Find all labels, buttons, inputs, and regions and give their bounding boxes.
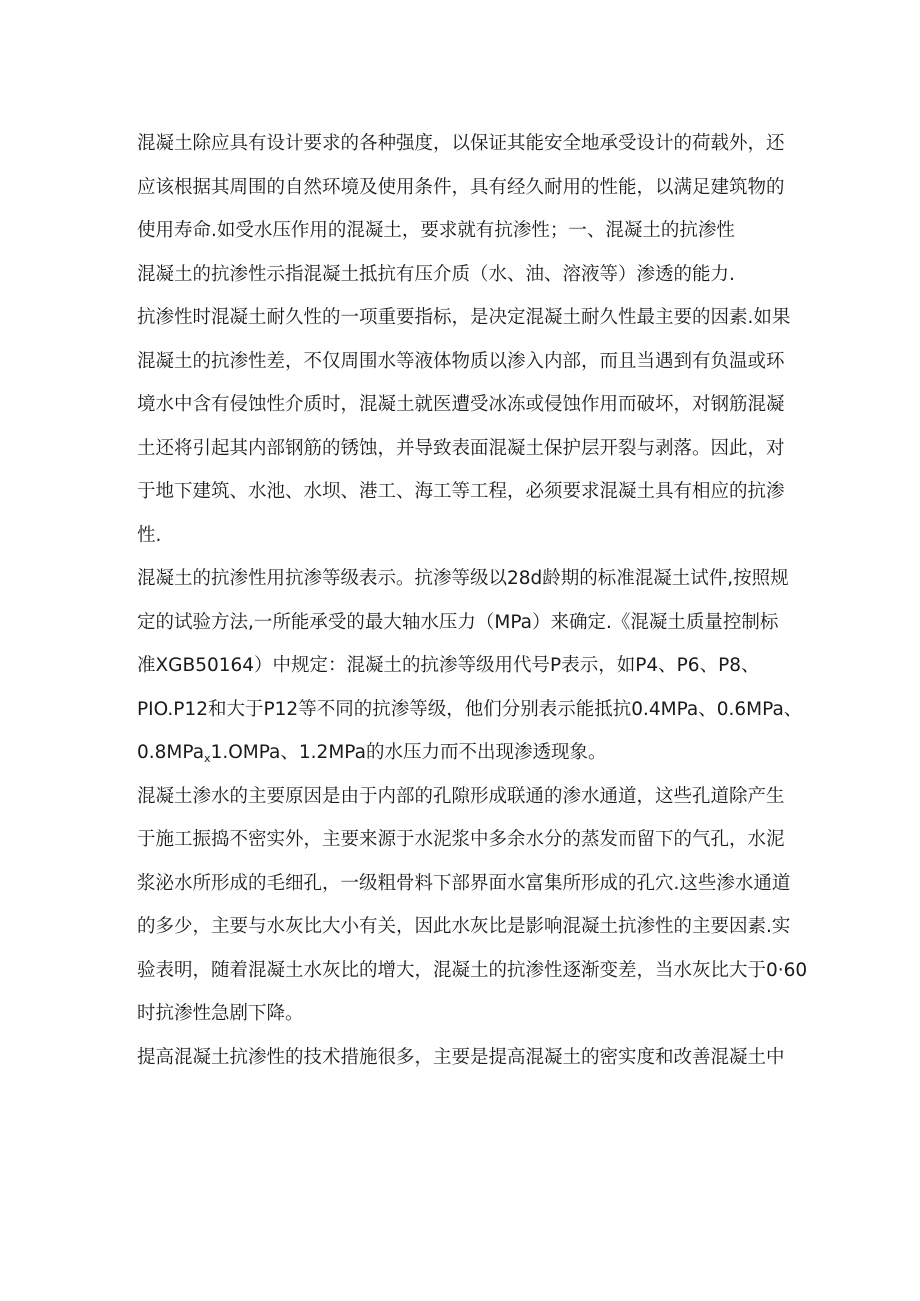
text-line: 于地下建筑、水池、水坝、港工、海工等工程，必须要求混凝土具有相应的抗渗 [137,481,785,502]
text-line: 浆泌水所形成的毛细孔，一级粗骨料下部界面水富集所形成的孔穴.这些渗水通道 [137,872,791,894]
text-line: 验表明，随着混凝土水灰比的增大，混凝土的抗渗性逐渐变差，当水灰比大于0·60 [137,959,808,981]
text-line: 应该根据其周围的自然环境及使用条件，具有经久耐用的性能，以满足建筑物的 [137,176,785,198]
text-line: 使用寿命.如受水压作用的混凝土，要求就有抗渗性；一、混凝土的抗渗性 [137,220,735,241]
text-line: 土还将引起其内部钢筋的锈蚀，并导致表面混凝土保护层开裂与剥落。因此，对 [137,437,785,459]
text-line: 时抗渗性急剧下降。 [137,1003,304,1024]
text-line: 混凝土除应具有设计要求的各种强度，以保证其能安全地承受设计的荷载外，还 [137,133,785,154]
document-body [137,122,808,1079]
text-line: 的多少，主要与水灰比大小有关，因此水灰比是影响混凝土抗渗性的主要因素.实 [137,916,791,937]
text-line: 于施工振捣不密实外，主要来源于水泥浆中多余水分的蒸发而留下的气孔，水泥 [137,829,785,850]
paragraph-durability-intro [137,122,787,253]
text-fragment: 1.OMPa、1.2MPa的水压力而不出现渗透现象。 [210,742,607,763]
text-line-with-subscript [137,731,787,775]
text-line: 准XGB50164）中规定：混凝土的抗渗等级用代号P表示，如P4、P6、P8、 [137,655,760,676]
text-line: 提高混凝土抗渗性的技术措施很多，主要是提高混凝土的密实度和改善混凝土中 [137,1046,785,1068]
text-line: 混凝土的抗渗性差，不仅周围水等液体物质以渗入内部，而且当遇到有负温或环 [137,350,785,372]
text-line: 定的试验方法,一所能承受的最大轴水压力（MPa）来确定.《混凝土质量控制标 [137,611,779,633]
subscript-text: x [204,752,211,765]
text-line: 抗渗性时混凝土耐久性的一项重要指标，是决定混凝土耐久性最主要的因素.如果 [137,307,791,328]
paragraph-seepage-causes [137,775,808,1036]
text-line: 境水中含有侵蚀性介质时，混凝土就医遭受冰冻或侵蚀作用而破坏，对钢筋混凝 [137,394,785,415]
paragraph-impermeability-grades [137,557,803,775]
text-line: 性. [137,524,162,546]
text-line: PIO.P12和大于P12等不同的抗渗等级，他们分别表示能抵抗0.4MPa、0.6MPa、 [137,698,803,720]
text-line: 混凝土的抗渗性用抗渗等级表示。抗渗等级以28d龄期的标准混凝土试件,按照规 [137,568,789,589]
paragraph-impermeability-importance [137,296,791,557]
text-fragment: 0.8MPa [137,742,205,763]
paragraph-impermeability-definition [137,253,787,297]
text-line: 混凝土的抗渗性示指混凝土抵抗有压介质（水、油、溶液等）渗透的能力. [137,263,735,285]
text-line: 混凝土渗水的主要原因是由于内部的孔隙形成联通的渗水通道，这些孔道除产生 [137,785,785,807]
paragraph-improvement-measures [137,1036,787,1080]
